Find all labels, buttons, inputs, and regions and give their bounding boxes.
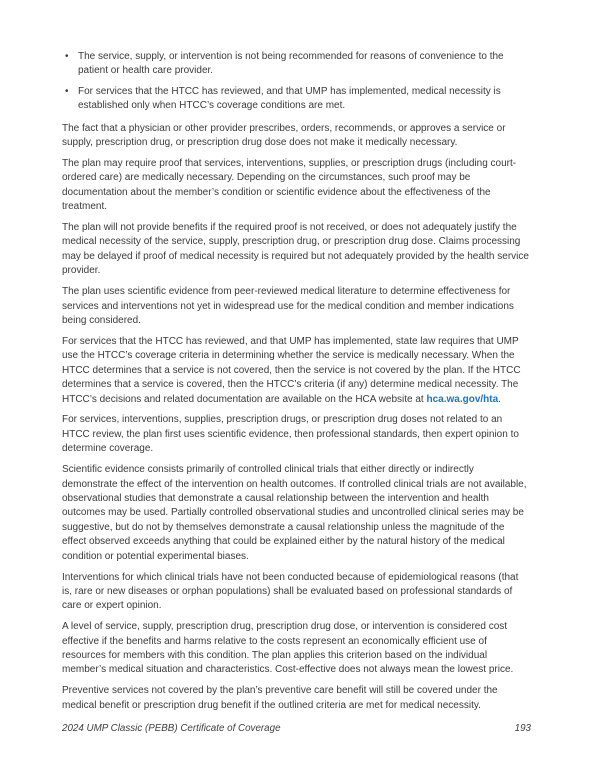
paragraph-medical-necessity: The fact that a physician or other provider prescribes, orders, recommends, or approves a service or supply, prescription drug, or prescription drug dose does not make it medically necessary. xyxy=(62,122,506,149)
hca-website-link[interactable]: hca.wa.gov/hta xyxy=(426,393,499,405)
paragraph-proof-required: The plan may require proof that services, interventions, supplies, or prescription drugs (including court-ordered care) are medically necessary. Depending on the circumstances, such proof may be documentation about the member’s condition or scientific evidence about the effectiveness of the treatment. xyxy=(62,157,517,213)
bullet-icon: • xyxy=(65,85,69,97)
footer-page-number: 193 xyxy=(514,723,531,734)
bullet-item xyxy=(65,85,531,114)
paragraph-non-htcc-review: For services, interventions, supplies, prescription drugs, or prescription drug doses not related to an HTCC review, the plan first uses scientific evidence, then professional standards, then expert opinion to determine coverage. xyxy=(62,414,519,455)
paragraph-cost-effective: A level of service, supply, prescription drug, prescription drug dose, or intervention is considered cost effective if the benefits and harms relative to the costs represent an economically efficient use of resources for members with this condition. The plan applies this criterion based on the individual member’s medical situation and characteristics. Cost-effective does not always mean the lowest price. xyxy=(62,621,514,676)
footer-document-title: 2024 UMP Classic (PEBB) Certificate of Coverage xyxy=(62,723,281,734)
htcc-paragraph-text: For services that the HTCC has reviewed, and that UMP has implemented, state law requires that UMP use the HTCC’s coverage criteria in determining whether the service is medically necessary. When the HTCC determines that a service is not covered, then the service is not covered by the plan. If the HTCC determines that a service is covered, then the HTCC’s criteria (if any) determine medical necessity. The HTCC’s decisions and related documentation are available on the HCA website at xyxy=(62,335,521,405)
paragraph-epidemiological-reasons: Interventions for which clinical trials have not been conducted because of epidemiological reasons (that is, rare or new diseases or orphan populations) shall be evaluated based on professional standards of care or expert opinion. xyxy=(62,571,519,612)
paragraph-scientific-evidence-definition: Scientific evidence consists primarily of controlled clinical trials that either directly or indirectly demonstrate the effect of the intervention on health outcomes. If controlled clinical trials are not available, observational studies that demonstrate a causal relationship between the intervention and health outcomes may be used. Partially controlled observational studies and uncontrolled clinical series may be suggestive, but do not by themselves demonstrate a causal relationship unless the magnitude of the effect observed exceeds anything that could be explained either by the natural history of the medical condition or potential experimental biases. xyxy=(62,464,527,562)
bullet-item xyxy=(65,50,531,79)
bullet-icon: • xyxy=(65,51,69,62)
paragraph-benefits-denial: The plan will not provide benefits if the required proof is not received, or does not adequately justify the medical necessity of the service, supply, prescription drug, or prescription drug dose. Claims processing may be delayed if proof of medical necessity is required but not adequately provided by the health service provider. xyxy=(62,222,529,277)
bullet-text: The service, supply, or intervention is not being recommended for reasons of convenience to the patient or health care provider. xyxy=(78,51,504,77)
page-content xyxy=(62,50,531,720)
bullet-list xyxy=(62,50,531,114)
bullet-text: For services that the HTCC has reviewed, and that UMP has implemented, medical necessity is established only when HTCC’s coverage conditions are met. xyxy=(78,85,501,112)
paragraph-scientific-evidence-use: The plan uses scientific evidence from peer-reviewed medical literature to determine effectiveness for services and interventions not yet in widespread use for the medical condition and member indications being considered. xyxy=(62,286,514,326)
page-footer xyxy=(62,722,531,736)
htcc-paragraph-period: . xyxy=(498,393,501,405)
paragraph-preventive-services: Preventive services not covered by the plan’s preventive care benefit will still be covered under the medical benefit or prescription drug benefit if the outlined criteria are met for medical necessity. xyxy=(62,685,498,711)
paragraph-htcc-criteria xyxy=(62,335,531,407)
